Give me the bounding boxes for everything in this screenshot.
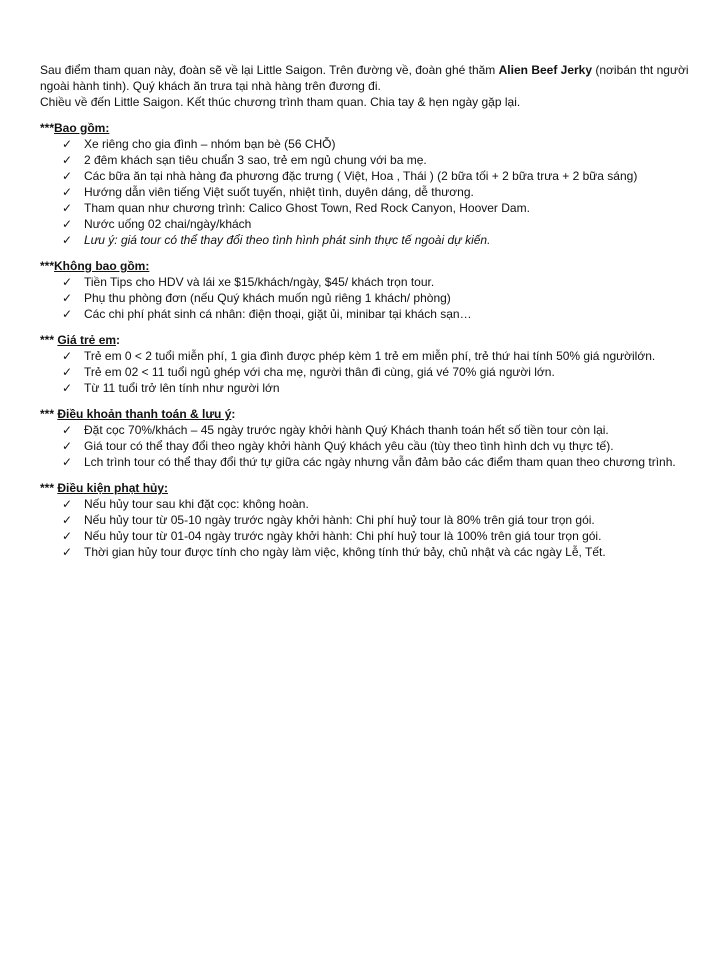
check-icon: ✓ <box>62 497 73 511</box>
item-text: Giá tour có thể thay đổi theo ngày khởi hành Quý khách yêu cầu (tùy theo tình hình dch vụ thực tế). <box>84 439 614 453</box>
list-item <box>62 512 695 528</box>
item-text: Từ 11 tuổi trở lên tính như người lớn <box>84 381 280 395</box>
item-text: Thời gian hủy tour được tính cho ngày làm việc, không tính thứ bảy, chủ nhật và các ngày Lễ, Tết. <box>84 545 606 559</box>
section-heading <box>40 480 695 496</box>
list-item <box>62 290 695 306</box>
check-icon: ✓ <box>62 529 73 543</box>
list-item <box>62 168 695 184</box>
section-child-price <box>40 332 695 396</box>
intro-line-1-tail: (nơibán tht người <box>592 63 689 77</box>
check-icon: ✓ <box>62 423 73 437</box>
check-icon: ✓ <box>62 153 73 167</box>
item-text: Nếu hủy tour sau khi đặt cọc: không hoàn. <box>84 497 309 511</box>
item-text: Trẻ em 0 < 2 tuổi miễn phí, 1 gia đình được phép kèm 1 trẻ em miễn phí, trẻ thứ hai tính 50% giá ngườilớn. <box>84 349 656 363</box>
document-page <box>40 62 695 560</box>
check-icon: ✓ <box>62 275 73 289</box>
section-heading <box>40 120 695 136</box>
list-item <box>62 380 695 396</box>
heading-title: Không bao gồm: <box>54 259 150 273</box>
item-text: Các chi phí phát sinh cá nhân: điện thoại, giặt ủi, minibar tại khách sạn… <box>84 307 472 321</box>
item-text: 2 đêm khách sạn tiêu chuẩn 3 sao, trẻ em ngủ chung với ba mẹ. <box>84 153 427 167</box>
heading-prefix: *** <box>40 481 58 495</box>
check-icon: ✓ <box>62 217 73 231</box>
item-text: Nếu hủy tour từ 01-04 ngày trước ngày khởi hành: Chi phí huỷ tour là 100% trên giá tour trọn gói. <box>84 529 602 543</box>
list-item <box>62 216 695 232</box>
list-item <box>62 306 695 322</box>
item-text: Phụ thu phòng đơn (nếu Quý khách muốn ngủ riêng 1 khách/ phòng) <box>84 291 451 305</box>
heading-title: Bao gồm: <box>54 121 110 135</box>
check-icon: ✓ <box>62 233 73 247</box>
item-text: Nước uống 02 chai/ngày/khách <box>84 217 252 231</box>
section-cancellation <box>40 480 695 560</box>
list-item <box>62 438 695 454</box>
item-text: Đặt cọc 70%/khách – 45 ngày trước ngày khởi hành Quý Khách thanh toán hết số tiền tour còn lại. <box>84 423 609 437</box>
heading-prefix: *** <box>40 121 55 135</box>
heading-suffix: : <box>116 333 121 347</box>
check-icon: ✓ <box>62 349 73 363</box>
check-icon: ✓ <box>62 381 73 395</box>
list-item <box>62 136 695 152</box>
list-item <box>62 422 695 438</box>
list-item <box>62 200 695 216</box>
intro-line-3: Chiều về đến Little Saigon. Kết thúc chương trình tham quan. Chia tay & hẹn ngày gặp lại. <box>40 95 521 109</box>
heading-prefix: *** <box>40 407 58 421</box>
check-icon: ✓ <box>62 439 73 453</box>
check-icon: ✓ <box>62 545 73 559</box>
item-text: Lch trình tour có thể thay đổi thứ tự giữa các ngày nhưng vẫn đảm bảo các điểm tham quan theo chương trình. <box>84 455 676 469</box>
section-payment-terms <box>40 406 695 470</box>
item-text: Trẻ em 02 < 11 tuổi ngủ ghép với cha mẹ, người thân đi cùng, giá vé 70% giá người lớn. <box>84 365 555 379</box>
section-heading <box>40 332 695 348</box>
check-icon: ✓ <box>62 307 73 321</box>
check-icon: ✓ <box>62 201 73 215</box>
intro-bold-name: Alien Beef Jerky <box>498 63 593 77</box>
intro-line-1 <box>40 62 695 78</box>
item-list <box>40 274 695 322</box>
item-text: Tiền Tips cho HDV và lái xe $15/khách/ngày, $45/ khách trọn tour. <box>84 275 435 289</box>
section-included <box>40 120 695 248</box>
intro-paragraph <box>40 62 695 110</box>
heading-prefix: *** <box>40 333 58 347</box>
check-icon: ✓ <box>62 513 73 527</box>
item-text: Nếu hủy tour từ 05-10 ngày trước ngày khởi hành: Chi phí huỷ tour là 80% trên giá tour trọn gói. <box>84 513 595 527</box>
item-list <box>40 348 695 396</box>
heading-prefix: *** <box>40 259 55 273</box>
section-not-included <box>40 258 695 322</box>
intro-line-2: ngoài hành tinh). Quý khách ăn trưa tại nhà hàng trên đương đi. <box>40 79 381 93</box>
item-list <box>40 422 695 470</box>
heading-title: Điều khoản thanh toán & lưu ý <box>57 407 232 421</box>
heading-title: Giá trẻ em <box>57 333 117 347</box>
item-text: Xe riêng cho gia đình – nhóm bạn bè (56 CHỖ) <box>84 137 336 151</box>
list-item-note <box>62 232 695 248</box>
check-icon: ✓ <box>62 455 73 469</box>
check-icon: ✓ <box>62 137 73 151</box>
item-list <box>40 496 695 560</box>
list-item <box>62 544 695 560</box>
list-item <box>62 152 695 168</box>
check-icon: ✓ <box>62 365 73 379</box>
item-list <box>40 136 695 248</box>
check-icon: ✓ <box>62 185 73 199</box>
heading-title: Điều kiện phạt hủy: <box>57 481 169 495</box>
list-item <box>62 454 695 470</box>
item-text: Hướng dẫn viên tiếng Việt suốt tuyến, nhiệt tình, duyên dáng, dễ thương. <box>84 185 474 199</box>
list-item <box>62 496 695 512</box>
item-text: Tham quan như chương trình: Calico Ghost Town, Red Rock Canyon, Hoover Dam. <box>84 201 530 215</box>
heading-suffix: : <box>231 407 236 421</box>
list-item <box>62 184 695 200</box>
list-item <box>62 348 695 364</box>
item-text: Lưu ý: giá tour có thể thay đổi theo tình hình phát sinh thực tế ngoài dự kiến. <box>84 233 491 247</box>
check-icon: ✓ <box>62 169 73 183</box>
list-item <box>62 364 695 380</box>
item-text: Các bữa ăn tại nhà hàng đa phương đặc trưng ( Việt, Hoa , Thái ) (2 bữa tối + 2 bữa trưa + 2 bữa sáng) <box>84 169 638 183</box>
list-item <box>62 528 695 544</box>
list-item <box>62 274 695 290</box>
intro-line-1-text: Sau điểm tham quan này, đoàn sẽ về lại Little Saigon. Trên đường về, đoàn ghé thăm <box>40 63 499 77</box>
section-heading <box>40 406 695 422</box>
section-heading <box>40 258 695 274</box>
check-icon: ✓ <box>62 291 73 305</box>
